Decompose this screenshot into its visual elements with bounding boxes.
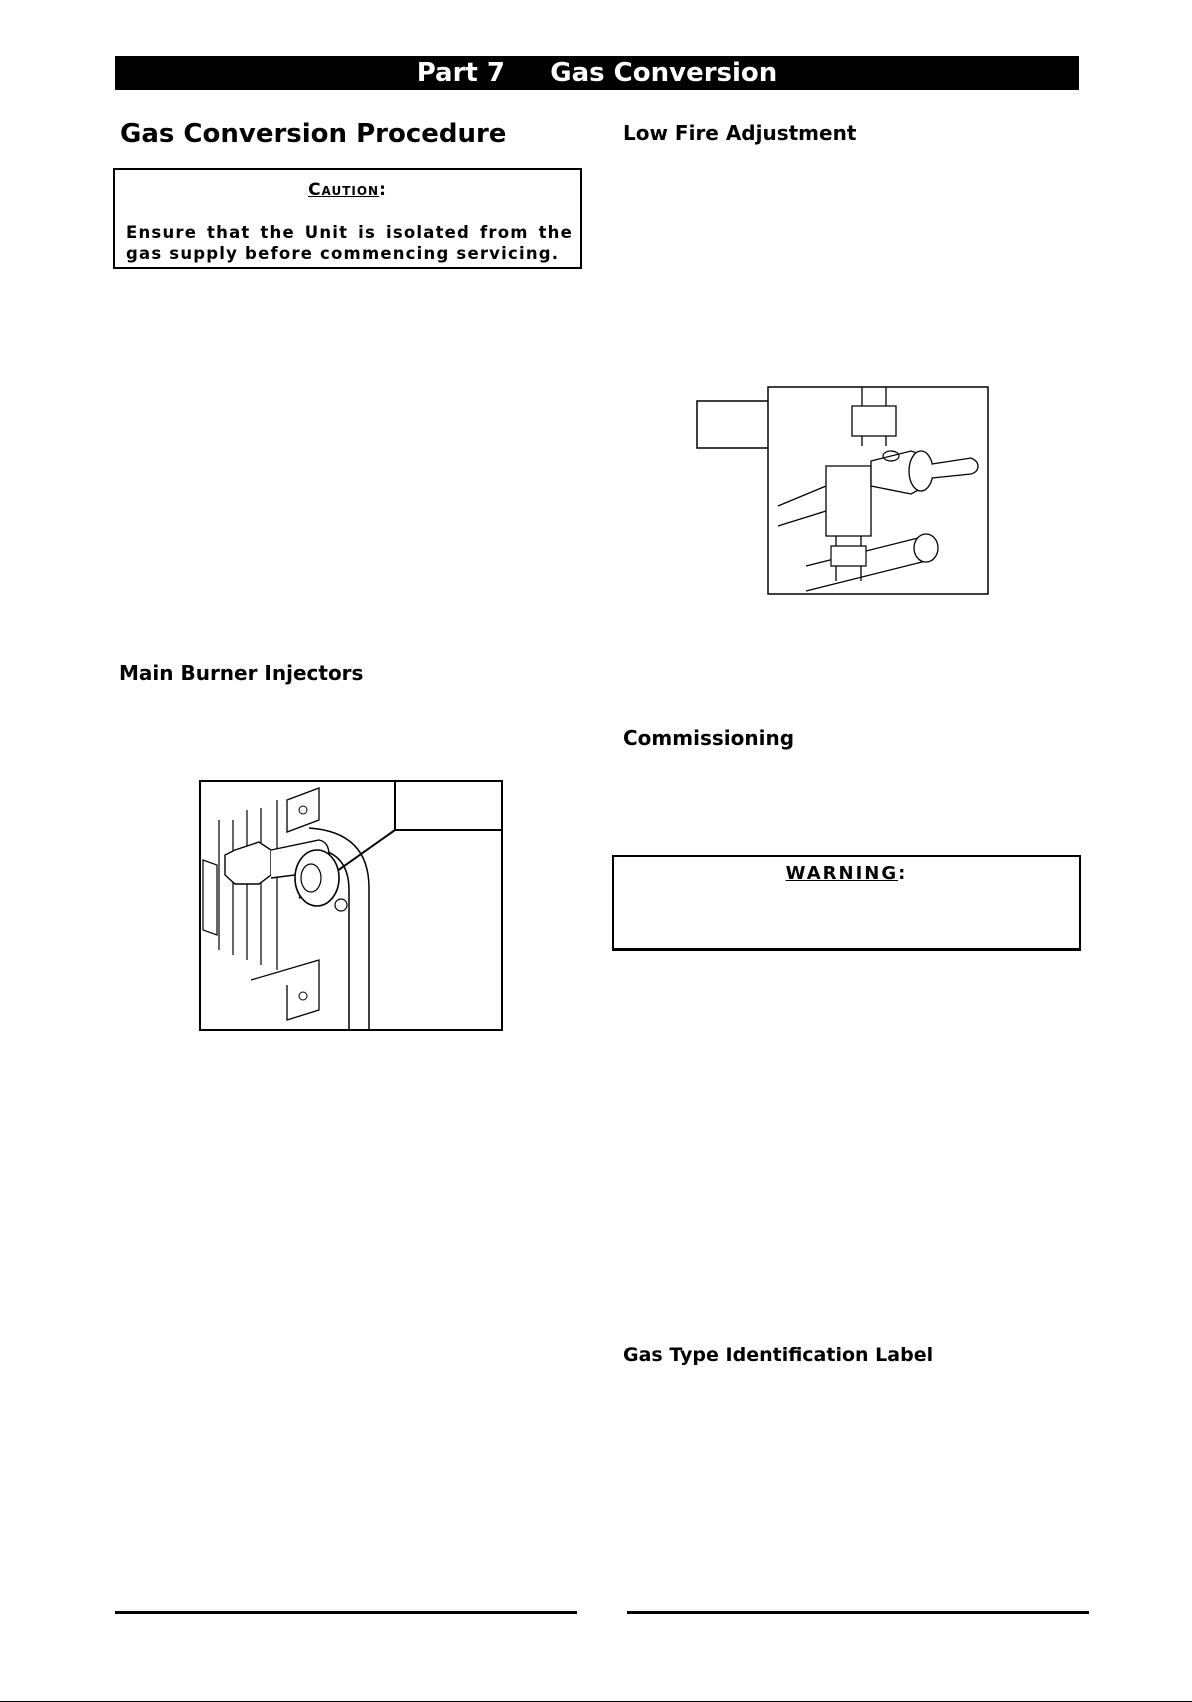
gas-type-identification-label-heading: Gas Type Identification Label bbox=[623, 1344, 934, 1366]
main-burner-injector-illustration bbox=[199, 780, 504, 1032]
caution-title: Caution: bbox=[308, 180, 387, 200]
part-title: Gas Conversion bbox=[550, 58, 778, 88]
footer-rule-right bbox=[627, 1611, 1089, 1614]
commissioning-heading: Commissioning bbox=[623, 726, 795, 750]
warning-box bbox=[612, 855, 1081, 951]
part-number: Part 7 bbox=[416, 58, 505, 88]
warning-title: WARNING: bbox=[785, 863, 908, 884]
low-fire-adjustment-illustration bbox=[696, 386, 990, 596]
page-header-banner bbox=[115, 56, 1079, 90]
warning-label: WARNING bbox=[785, 863, 899, 884]
caution-text: Ensure that the Unit is isolated from the gas supply before commencing servicing. bbox=[126, 223, 573, 263]
footer-rule-left bbox=[115, 1611, 577, 1614]
caution-label: Caution bbox=[308, 180, 380, 200]
low-fire-adjustment-heading: Low Fire Adjustment bbox=[623, 121, 857, 145]
gas-conversion-procedure-heading: Gas Conversion Procedure bbox=[120, 119, 507, 149]
caution-box bbox=[113, 168, 582, 269]
main-burner-injectors-heading: Main Burner Injectors bbox=[119, 661, 364, 685]
